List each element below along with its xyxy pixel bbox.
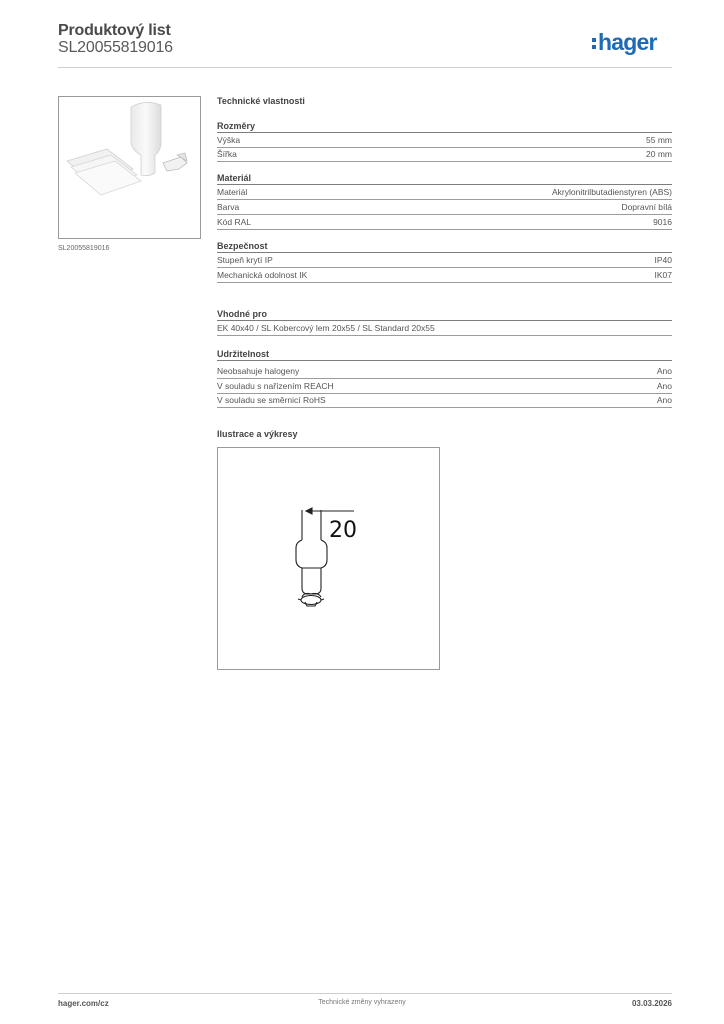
spec-row [217,269,672,283]
spec-row [217,186,672,200]
tech-heading: Technické vlastnosti [217,96,305,106]
spec-row [217,134,672,148]
footer-note: Technické změny vyhrazeny [318,999,406,1006]
spec-value: Ano [656,366,672,376]
page-title: Produktový list [58,22,171,39]
spec-label: Kód RAL [217,217,252,227]
spec-row [217,380,672,394]
technical-drawing [217,447,440,670]
spec-label: Mechanická odolnost IK [217,270,308,280]
product-image [58,96,201,239]
spec-row [217,148,672,162]
spec-label: Barva [217,202,240,212]
spec-label: Neobsahuje halogeny [217,366,300,376]
spec-value: Akrylonitrilbutadienstyren (ABS) [552,187,672,197]
spec-label: Stupeň krytí IP [217,255,273,265]
spec-value: 55 mm [646,135,672,145]
section-title-dimensions: Rozměry [217,121,672,133]
spec-row [217,216,672,230]
spec-value: 20 mm [646,149,672,159]
spec-value: IP40 [654,255,672,265]
spec-row [217,201,672,215]
spec-label: Materiál [217,187,248,197]
spec-row [217,365,672,379]
logo-dots-icon [592,37,596,51]
product-photo-icon [59,97,200,238]
suitable-text: EK 40x40 / SL Kobercový lem 20x55 / SL Standard 20x55 [217,323,435,333]
header-divider [58,67,672,68]
spec-value: IK07 [654,270,672,280]
spec-value: Ano [656,395,672,405]
spec-value: Dopravní bílá [621,202,672,212]
section-title-suitable: Vhodné pro [217,309,672,321]
footer-divider [58,993,672,994]
spec-label: V souladu s nařízením REACH [217,381,334,391]
spec-value: Ano [656,381,672,391]
section-title-sustainability: Udržitelnost [217,349,672,361]
suitable-row [217,322,672,336]
hager-logo [592,29,657,56]
logo-text: hager [598,29,657,55]
spec-row [217,254,672,268]
spec-value: 9016 [653,217,672,227]
spec-label: Šířka [217,149,237,159]
spec-label: Výška [217,135,241,145]
drawings-heading: Ilustrace a výkresy [217,429,298,439]
footer-website: hager.com/cz [58,999,109,1008]
section-title-safety: Bezpečnost [217,241,672,253]
spec-label: V souladu se směrnicí RoHS [217,395,326,405]
footer-date: 03.03.2026 [631,999,672,1008]
dimension-label: 20 [329,518,357,543]
product-image-caption: SL20055819016 [58,245,110,252]
section-title-material: Materiál [217,173,672,185]
spec-row [217,394,672,408]
end-cap-drawing-icon [218,448,439,669]
product-code: SL20055819016 [58,39,173,56]
